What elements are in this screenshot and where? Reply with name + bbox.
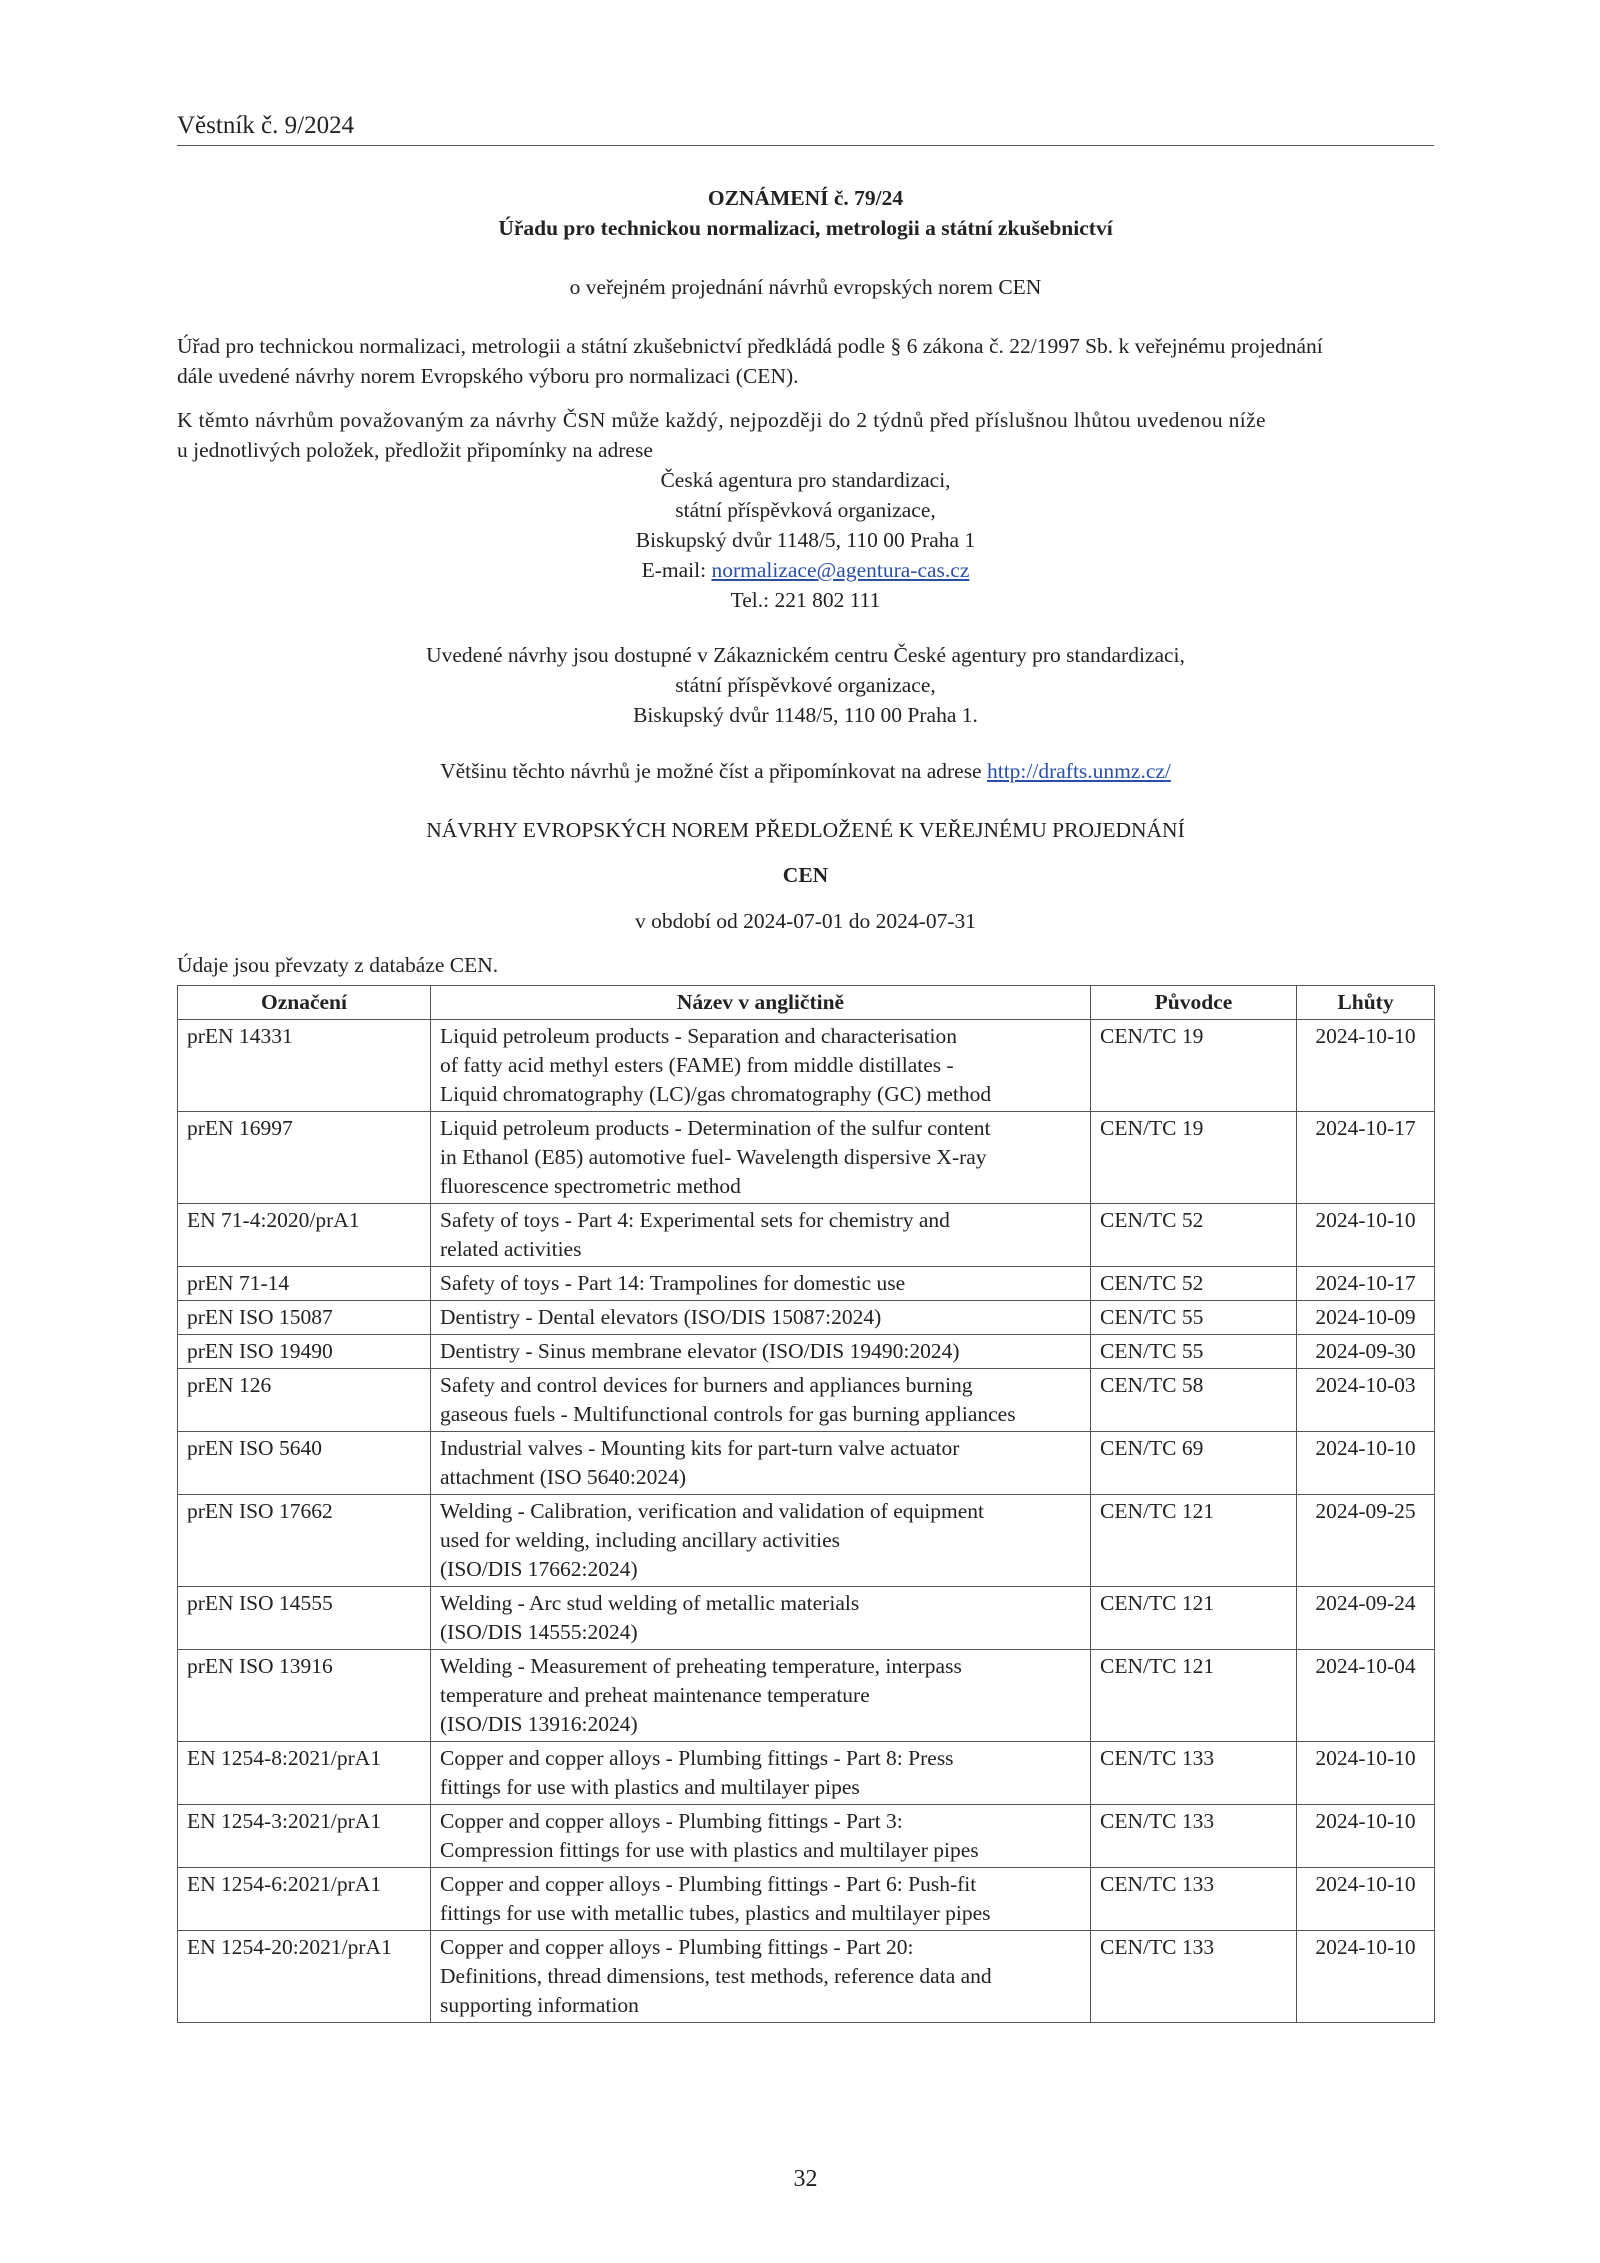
designation-cell: EN 1254-3:2021/prA1	[178, 1805, 431, 1868]
origin-cell: CEN/TC 69	[1091, 1432, 1297, 1495]
title-cell: Safety of toys - Part 4: Experimental sets for chemistry and related activities	[431, 1204, 1091, 1267]
designation-cell: EN 1254-6:2021/prA1	[178, 1868, 431, 1931]
deadline-cell: 2024-10-10	[1297, 1432, 1435, 1495]
title-cell: Welding - Calibration, verification and validation of equipment used for welding, including ancillary activities (ISO/DIS 17662:2024)	[431, 1495, 1091, 1587]
table-row	[178, 1020, 1435, 1112]
designation-cell: prEN 16997	[178, 1112, 431, 1204]
origin-cell: CEN/TC 19	[1091, 1020, 1297, 1112]
deadline-cell: 2024-10-04	[1297, 1650, 1435, 1742]
origin-cell: CEN/TC 55	[1091, 1301, 1297, 1335]
address-line-2: státní příspěvková organizace,	[675, 498, 936, 522]
table-row	[178, 1805, 1435, 1868]
origin-cell: CEN/TC 19	[1091, 1112, 1297, 1204]
table-row	[178, 1267, 1435, 1301]
title-cell: Copper and copper alloys - Plumbing fittings - Part 6: Push-fit fittings for use with metallic tubes, plastics and multilayer pipes	[431, 1868, 1091, 1931]
drafts-line	[177, 756, 1434, 786]
drafts-link[interactable]: http://drafts.unmz.cz/	[986, 759, 1171, 783]
origin-cell: CEN/TC 133	[1091, 1742, 1297, 1805]
origin-cell: CEN/TC 121	[1091, 1495, 1297, 1587]
availability-line-2: státní příspěvkové organizace,	[675, 673, 936, 697]
norms-table	[177, 985, 1435, 2023]
table-row	[178, 1650, 1435, 1742]
origin-cell: CEN/TC 55	[1091, 1335, 1297, 1369]
email-line	[177, 555, 1434, 585]
col-header-designation: Označení	[178, 986, 431, 1020]
availability-line-3: Biskupský dvůr 1148/5, 110 00 Praha 1.	[633, 703, 978, 727]
page	[177, 0, 1434, 2263]
intro-line-2: dále uvedené návrhy norem Evropského výboru pro normalizaci (CEN).	[177, 364, 799, 388]
origin-cell: CEN/TC 52	[1091, 1204, 1297, 1267]
title-cell: Dentistry - Sinus membrane elevator (ISO/DIS 19490:2024)	[431, 1335, 1091, 1369]
notice-title: OZNÁMENÍ č. 79/24	[707, 186, 904, 210]
intro-paragraph	[177, 331, 1434, 391]
designation-cell: EN 1254-8:2021/prA1	[178, 1742, 431, 1805]
address-line-3: Biskupský dvůr 1148/5, 110 00 Praha 1	[635, 528, 976, 552]
title-cell: Liquid petroleum products - Determination of the sulfur content in Ethanol (E85) automotive fuel- Wavelength dispersive X-ray fluorescence spectrometric method	[431, 1112, 1091, 1204]
deadline-cell: 2024-10-17	[1297, 1112, 1435, 1204]
table-row	[178, 1742, 1435, 1805]
notice-subject: o veřejném projednání návrhů evropských norem CEN	[569, 275, 1042, 299]
deadline-cell: 2024-09-30	[1297, 1335, 1435, 1369]
drafts-text: Většinu těchto návrhů je možné číst a připomínkovat na adrese	[440, 759, 987, 783]
availability-block	[177, 640, 1434, 730]
table-row	[178, 1432, 1435, 1495]
deadline-cell: 2024-10-10	[1297, 1805, 1435, 1868]
title-cell: Copper and copper alloys - Plumbing fittings - Part 8: Press fittings for use with plastics and multilayer pipes	[431, 1742, 1091, 1805]
origin-cell: CEN/TC 133	[1091, 1931, 1297, 2023]
designation-cell: prEN 126	[178, 1369, 431, 1432]
comment-paragraph	[177, 405, 1434, 465]
designation-cell: prEN 14331	[178, 1020, 431, 1112]
address-block	[177, 465, 1434, 615]
email-link[interactable]: normalizace@agentura-cas.cz	[711, 558, 970, 582]
table-row	[178, 1112, 1435, 1204]
deadline-cell: 2024-10-03	[1297, 1369, 1435, 1432]
deadline-cell: 2024-09-25	[1297, 1495, 1435, 1587]
section-org: CEN	[782, 863, 829, 887]
address-line-1: Česká agentura pro standardizaci,	[660, 468, 951, 492]
title-cell: Welding - Arc stud welding of metallic materials (ISO/DIS 14555:2024)	[431, 1587, 1091, 1650]
table-row	[178, 1335, 1435, 1369]
col-header-deadline: Lhůty	[1297, 986, 1435, 1020]
col-header-origin: Původce	[1091, 986, 1297, 1020]
title-cell: Safety and control devices for burners and appliances burning gaseous fuels - Multifunctional controls for gas burning appliances	[431, 1369, 1091, 1432]
origin-cell: CEN/TC 133	[1091, 1805, 1297, 1868]
designation-cell: EN 1254-20:2021/prA1	[178, 1931, 431, 2023]
col-header-title: Název v angličtině	[431, 986, 1091, 1020]
title-cell: Dentistry - Dental elevators (ISO/DIS 15087:2024)	[431, 1301, 1091, 1335]
bulletin-header	[177, 112, 1434, 146]
table-row	[178, 1369, 1435, 1432]
availability-line-1: Uvedené návrhy jsou dostupné v Zákaznickém centru České agentury pro standardizaci,	[426, 643, 1185, 667]
comment-line-1: K těmto návrhům považovaným za návrhy ČSN může každý, nejpozději do 2 týdnů před příslušnou lhůtou uvedenou níže	[177, 408, 1266, 432]
table-body	[178, 1020, 1435, 2023]
email-label: E-mail:	[641, 558, 712, 582]
title-cell: Welding - Measurement of preheating temperature, interpass temperature and preheat maintenance temperature (ISO/DIS 13916:2024)	[431, 1650, 1091, 1742]
title-cell: Industrial valves - Mounting kits for part-turn valve actuator attachment (ISO 5640:2024)	[431, 1432, 1091, 1495]
designation-cell: prEN ISO 13916	[178, 1650, 431, 1742]
source-note: Údaje jsou převzaty z databáze CEN.	[177, 953, 499, 977]
deadline-cell: 2024-10-17	[1297, 1267, 1435, 1301]
title-cell: Liquid petroleum products - Separation and characterisation of fatty acid methyl esters (FAME) from middle distillates - Liquid chromatography (LC)/gas chromatography (GC) method	[431, 1020, 1091, 1112]
phone-line: Tel.: 221 802 111	[730, 588, 881, 612]
intro-line-1: Úřad pro technickou normalizaci, metrologii a státní zkušebnictví předkládá podle § 6 zákona č. 22/1997 Sb. k veřejnému projednání	[177, 334, 1323, 358]
notice-authority: Úřadu pro technickou normalizaci, metrologii a státní zkušebnictví	[498, 216, 1113, 240]
section-title: NÁVRHY EVROPSKÝCH NOREM PŘEDLOŽENÉ K VEŘEJNÉMU PROJEDNÁNÍ	[426, 818, 1185, 842]
deadline-cell: 2024-10-10	[1297, 1931, 1435, 2023]
deadline-cell: 2024-10-10	[1297, 1868, 1435, 1931]
table-row	[178, 1931, 1435, 2023]
bulletin-title: Věstník č. 9/2024	[177, 112, 355, 139]
deadline-cell: 2024-09-24	[1297, 1587, 1435, 1650]
table-header-row	[178, 986, 1435, 1020]
table-row	[178, 1495, 1435, 1587]
designation-cell: prEN ISO 17662	[178, 1495, 431, 1587]
designation-cell: prEN ISO 5640	[178, 1432, 431, 1495]
deadline-cell: 2024-10-09	[1297, 1301, 1435, 1335]
deadline-cell: 2024-10-10	[1297, 1020, 1435, 1112]
designation-cell: EN 71-4:2020/prA1	[178, 1204, 431, 1267]
comment-line-2: u jednotlivých položek, předložit připomínky na adrese	[177, 438, 653, 462]
origin-cell: CEN/TC 133	[1091, 1868, 1297, 1931]
table-row	[178, 1587, 1435, 1650]
deadline-cell: 2024-10-10	[1297, 1742, 1435, 1805]
table-row	[178, 1204, 1435, 1267]
designation-cell: prEN ISO 14555	[178, 1587, 431, 1650]
origin-cell: CEN/TC 58	[1091, 1369, 1297, 1432]
page-number: 32	[793, 2166, 818, 2192]
deadline-cell: 2024-10-10	[1297, 1204, 1435, 1267]
title-cell: Copper and copper alloys - Plumbing fittings - Part 3: Compression fittings for use with plastics and multilayer pipes	[431, 1805, 1091, 1868]
period-line: v období od 2024-07-01 do 2024-07-31	[635, 909, 976, 933]
table-row	[178, 1868, 1435, 1931]
designation-cell: prEN 71-14	[178, 1267, 431, 1301]
title-cell: Copper and copper alloys - Plumbing fittings - Part 20: Definitions, thread dimensions, test methods, reference data and supporting information	[431, 1931, 1091, 2023]
origin-cell: CEN/TC 121	[1091, 1650, 1297, 1742]
origin-cell: CEN/TC 52	[1091, 1267, 1297, 1301]
designation-cell: prEN ISO 15087	[178, 1301, 431, 1335]
origin-cell: CEN/TC 121	[1091, 1587, 1297, 1650]
title-cell: Safety of toys - Part 14: Trampolines for domestic use	[431, 1267, 1091, 1301]
table-row	[178, 1301, 1435, 1335]
designation-cell: prEN ISO 19490	[178, 1335, 431, 1369]
